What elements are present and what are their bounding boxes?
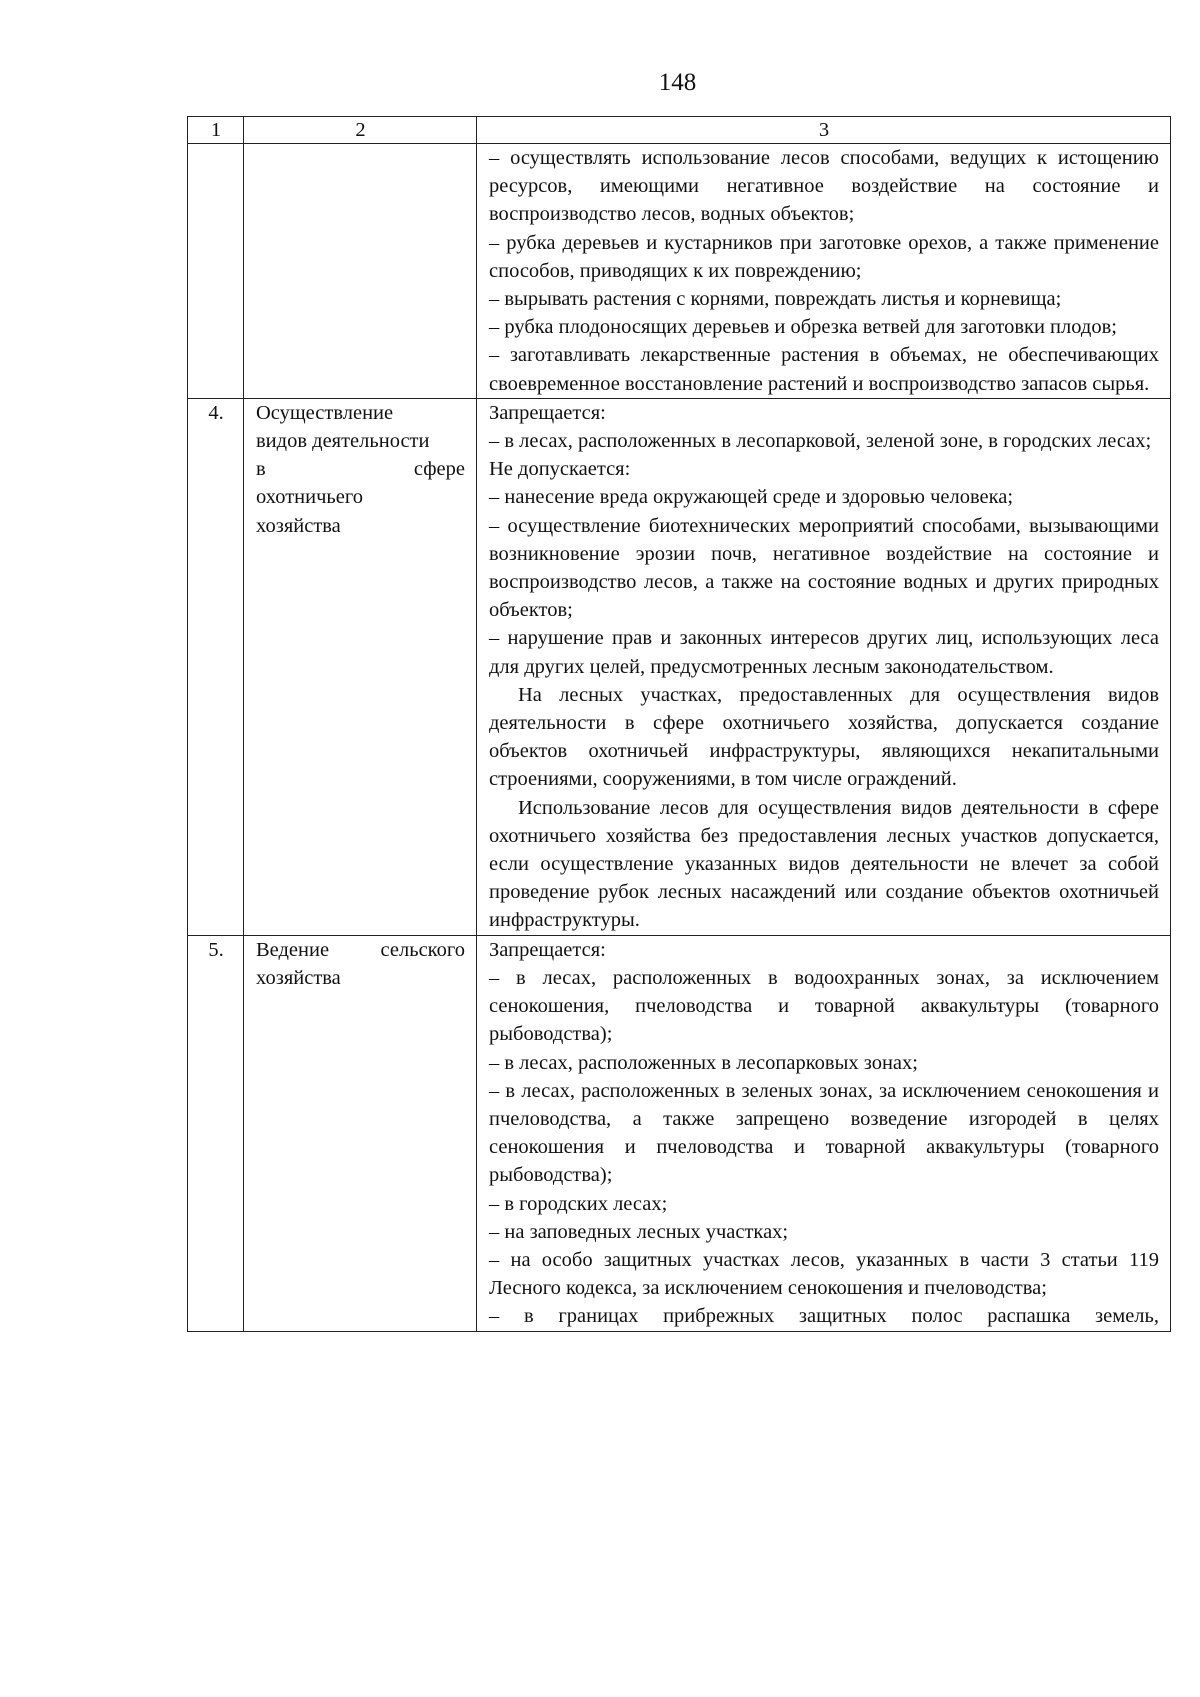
table-row-continued [188,144,1171,399]
table-row-5 [188,935,1171,1331]
header-col-3: 3 [477,117,1171,144]
regulations-table [187,116,1171,1332]
page-number: 148 [658,69,697,96]
list-item: Не допускается: [489,458,631,481]
list-item: – в лесах, расположенных в лесопарковой, зеленой зоне, в городских лесах; [489,430,1152,453]
row-activity [244,935,477,1331]
table-header-row [188,117,1171,144]
activity-line: в сфере [256,458,465,481]
activity-line: Осуществление [256,401,394,424]
paragraph: На лесных участках, предоставленных для осуществления видов деятельности в сфере охотничьего хозяйства, допускается создание объектов охотничьей инфраструктуры, являющихся некапитальными строениями, сооружениями, в том числе ограждений. [489,683,1159,791]
header-col-1: 1 [188,117,244,144]
list-item: – в лесах, расположенных в водоохранных зонах, за исключением сенокошения, пчеловодства и товарной аквакультуры (товарного рыбоводства); [489,966,1159,1046]
list-item: – заготавливать лекарственные растения в объемах, не обеспечивающих своевременное восстановление растений и воспроизводство запасов сырья. [489,344,1159,395]
list-item: – осуществлять использование лесов способами, ведущих к истощению ресурсов, имеющими негативное воздействие на состояние и воспроизводство лесов, водных объектов; [489,147,1159,226]
list-item: – вырывать растения с корнями, повреждать листья и корневища; [489,288,1062,311]
row-number: 5. [188,935,244,1331]
row-activity [244,144,477,399]
activity-line: Ведение сельского [256,938,465,961]
list-item: – в городских лесах; [489,1192,668,1215]
row-number: 4. [188,398,244,935]
list-item: – нарушение прав и законных интересов других лиц, использующих леса для других целей, предусмотренных лесным законодательством. [489,627,1159,678]
list-item: – на заповедных лесных участках; [489,1220,789,1243]
activity-line: видов деятельности [256,430,430,453]
list-item: Запрещается: [489,938,606,961]
row-restrictions [477,144,1171,399]
paragraph: Использование лесов для осуществления видов деятельности в сфере охотничьего хозяйства без предоставления лесных участков допускается, если осуществление указанных видов деятельности не влечет за собой проведение рубок лесных насаждений или создание объектов охотничьей инфраструктуры. [489,796,1159,932]
header-col-2: 2 [244,117,477,144]
list-item: – на особо защитных участках лесов, указанных в части 3 статьи 119 Лесного кодекса, за исключением сенокошения и пчеловодства; [489,1248,1159,1300]
list-item: – в границах прибрежных защитных полос распашка земель, [489,1305,1159,1328]
list-item: – в лесах, расположенных в зеленых зонах, за исключением сенокошения и пчеловодства, а также запрещено возведение изгородей в целях сенокошения и пчеловодства и товарной аквакультуры (товарного рыбоводства); [489,1079,1159,1187]
row-number [188,144,244,399]
list-item: Запрещается: [489,401,606,424]
activity-line: хозяйства [256,966,341,989]
list-item: – рубка плодоносящих деревьев и обрезка ветвей для заготовки плодов; [489,316,1117,339]
list-item: – рубка деревьев и кустарников при заготовке орехов, а также применение способов, приводящих к их повреждению; [489,231,1159,282]
row-restrictions [477,398,1171,935]
table-row-4 [188,398,1171,935]
list-item: – осуществление биотехнических мероприятий способами, вызывающими возникновение эрозии почв, негативное воздействие на состояние и воспроизводство лесов, а также на состояние водных и других природных объектов; [489,514,1159,622]
list-item: – в лесах, расположенных в лесопарковых зонах; [489,1051,918,1074]
row-activity [244,398,477,935]
list-item: – нанесение вреда окружающей среде и здоровью человека; [489,486,1014,509]
activity-line: охотничьего [256,486,363,509]
activity-line: хозяйства [256,514,341,537]
row-restrictions [477,935,1171,1331]
